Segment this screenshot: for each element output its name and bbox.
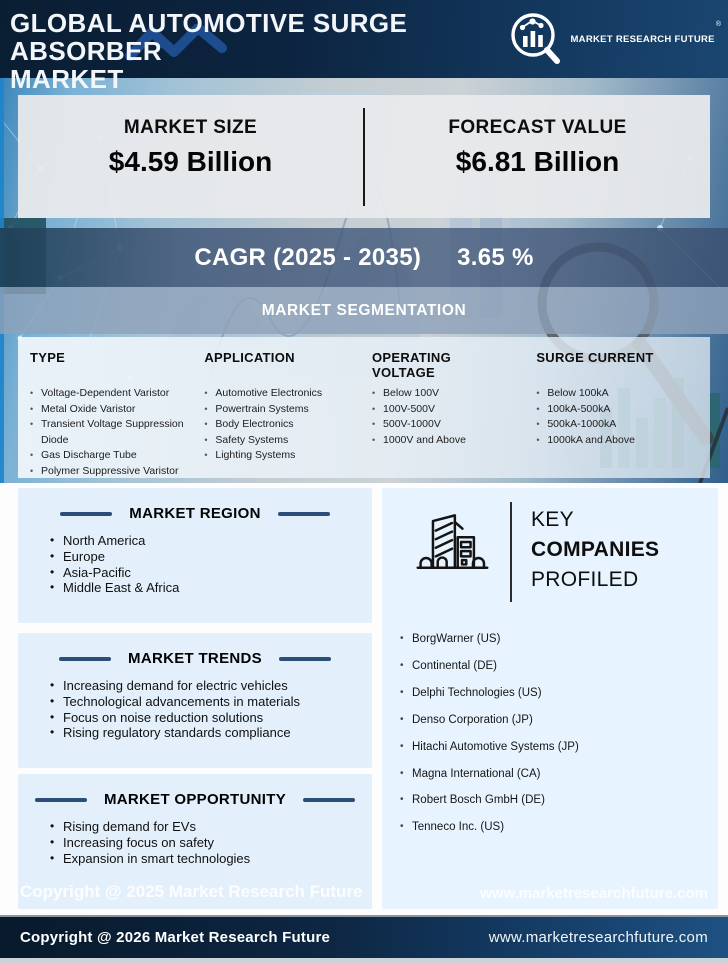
list-item: • Middle East & Africa <box>50 580 372 596</box>
cagr-value: 3.65 % <box>457 243 534 271</box>
hero-section <box>0 78 728 483</box>
market-trends-list <box>50 678 372 741</box>
list-item: • Denso Corporation (JP) <box>400 707 718 734</box>
dash-accent <box>35 798 87 802</box>
segmentation-column-application <box>204 350 372 480</box>
market-trends-card <box>18 633 372 768</box>
segment-list <box>30 386 204 480</box>
list-item: • 1000V and Above <box>372 433 536 449</box>
segment-list <box>536 386 704 448</box>
market-trends-title: MARKET TRENDS <box>128 650 262 667</box>
market-region-list <box>50 533 372 596</box>
market-region-title: MARKET REGION <box>129 505 261 522</box>
header-banner <box>0 0 728 94</box>
list-item: • Transient Voltage Suppression Diode <box>30 417 204 448</box>
list-item: • BorgWarner (US) <box>400 626 718 653</box>
list-item: • Safety Systems <box>204 433 372 449</box>
key-companies-header <box>412 502 718 602</box>
segment-list <box>204 386 372 464</box>
key-companies-title <box>531 502 659 595</box>
list-item: • North America <box>50 533 372 549</box>
key-companies-title-line2: COMPANIES <box>531 538 660 561</box>
market-region-card <box>18 488 372 623</box>
list-item: • Polymer Suppressive Varistor <box>30 464 204 480</box>
segmentation-title-band <box>0 287 728 334</box>
footer-website-link[interactable]: www.marketresearchfuture.com <box>488 929 708 946</box>
forecast-value-block <box>365 95 710 218</box>
dash-accent <box>59 657 111 661</box>
list-item: • Continental (DE) <box>400 653 718 680</box>
brand-logo <box>507 9 720 67</box>
list-item: • 100V-500V <box>372 402 536 418</box>
segmentation-column-operating-voltage <box>372 350 536 480</box>
key-companies-title-line3: PROFILED <box>531 568 639 591</box>
key-companies-card <box>382 488 718 909</box>
list-item: • Expansion in smart technologies <box>50 851 372 867</box>
lower-section <box>0 483 728 915</box>
dash-accent <box>278 512 330 516</box>
segment-heading: APPLICATION <box>204 350 295 365</box>
cagr-label: CAGR (2025 - 2035) <box>194 243 422 271</box>
footer-bar <box>0 915 728 958</box>
market-opportunity-list <box>50 819 372 866</box>
stats-card <box>18 95 710 218</box>
list-item: • 1000kA and Above <box>536 433 704 449</box>
brand-name-text: MARKET RESEARCH FUTURE <box>570 34 715 45</box>
list-item: • Delphi Technologies (US) <box>400 680 718 707</box>
list-item: • Below 100V <box>372 386 536 402</box>
list-item: • Gas Discharge Tube <box>30 448 204 464</box>
list-item: • Powertrain Systems <box>204 402 372 418</box>
card-title-row <box>18 488 372 522</box>
list-item: • Body Electronics <box>204 417 372 433</box>
list-item: • Asia-Pacific <box>50 565 372 581</box>
market-size-label: MARKET SIZE <box>123 117 258 138</box>
watermark-website: www.marketresearchfuture.com <box>480 885 708 902</box>
dash-accent <box>303 798 355 802</box>
list-item: • Increasing focus on safety <box>50 835 372 851</box>
list-item: • Metal Oxide Varistor <box>30 402 204 418</box>
segmentation-column-surge-current <box>536 350 704 480</box>
list-item: • Automotive Electronics <box>204 386 372 402</box>
list-item: • Below 100kA <box>536 386 704 402</box>
segment-heading: OPERATING VOLTAGE <box>372 350 452 380</box>
segmentation-title: MARKET SEGMENTATION <box>261 301 467 319</box>
market-size-block <box>18 95 363 218</box>
watermark-copyright: Copyright @ 2025 Market Research Future <box>20 882 363 901</box>
card-title-row <box>18 633 372 667</box>
list-item: • Hitachi Automotive Systems (JP) <box>400 734 718 761</box>
key-companies-title-line1: KEY <box>531 508 574 531</box>
magnifier-bar-chart-icon <box>507 9 563 67</box>
forecast-value-label: FORECAST VALUE <box>448 117 627 138</box>
dash-accent <box>60 512 112 516</box>
list-item: • Technological advancements in materials <box>50 694 372 710</box>
page-title <box>10 9 562 93</box>
card-title-row <box>18 774 372 808</box>
vertical-divider <box>510 502 512 602</box>
segment-heading: SURGE CURRENT <box>536 350 654 365</box>
list-item: • Robert Bosch GmbH (DE) <box>400 787 718 814</box>
segmentation-column-type <box>30 350 204 480</box>
market-size-value: $4.59 Billion <box>108 146 273 177</box>
list-item: • Tenneco Inc. (US) <box>400 814 718 841</box>
footer-copyright: Copyright @ 2026 Market Research Future <box>20 929 331 946</box>
companies-list <box>400 626 718 841</box>
list-item: • Magna International (CA) <box>400 761 718 788</box>
dash-accent <box>279 657 331 661</box>
list-item: • Voltage-Dependent Varistor <box>30 386 204 402</box>
list-item: • 500V-1000V <box>372 417 536 433</box>
segmentation-card <box>18 337 710 478</box>
list-item: • Europe <box>50 549 372 565</box>
list-item: • Rising regulatory standards compliance <box>50 725 372 741</box>
list-item: • 500kA-1000kA <box>536 417 704 433</box>
list-item: • Lighting Systems <box>204 448 372 464</box>
brand-name <box>570 21 721 47</box>
bottom-strip <box>0 958 728 964</box>
building-icon <box>412 508 492 578</box>
registered-mark: ® <box>715 21 721 28</box>
market-opportunity-title: MARKET OPPORTUNITY <box>103 791 287 808</box>
list-item: • Focus on noise reduction solutions <box>50 710 372 726</box>
list-item: • 100kA-500kA <box>536 402 704 418</box>
cagr-band <box>0 228 728 287</box>
page-title-line1: GLOBAL AUTOMOTIVE SURGE ABSORBER <box>10 8 408 66</box>
list-item: • Rising demand for EVs <box>50 819 372 835</box>
page-title-line2: MARKET <box>10 64 124 94</box>
list-item: • Increasing demand for electric vehicles <box>50 678 372 694</box>
forecast-value-value: $6.81 Billion <box>455 146 620 177</box>
segment-heading: TYPE <box>30 350 66 365</box>
segment-list <box>372 386 536 448</box>
